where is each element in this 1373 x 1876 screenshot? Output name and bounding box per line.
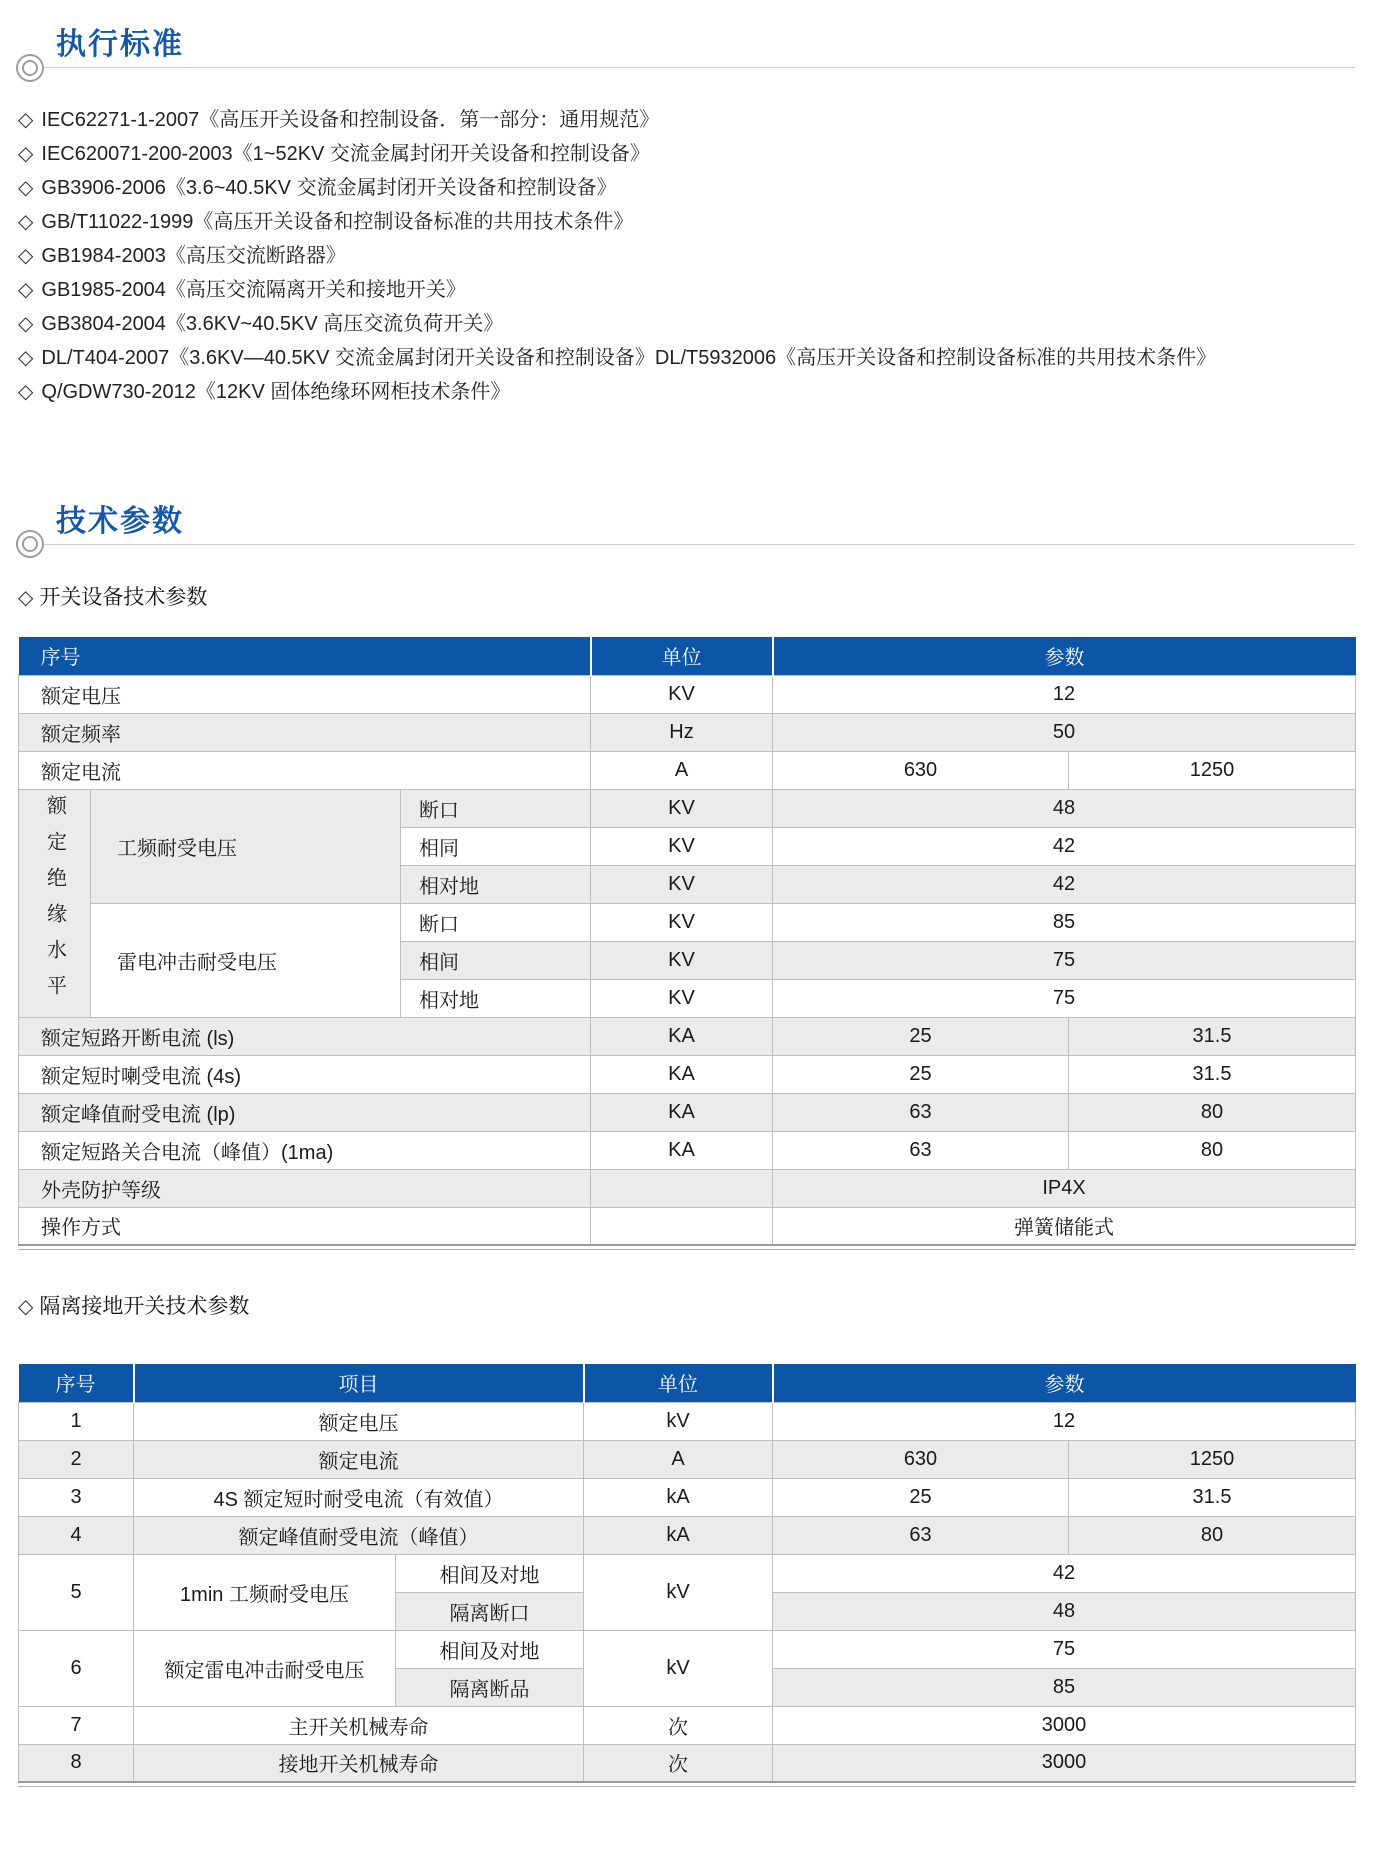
cell-value: 31.5 xyxy=(1069,1478,1356,1516)
cell-label: 外壳防护等级 xyxy=(19,1169,591,1207)
header-cell-seq: 序号 xyxy=(19,1364,134,1402)
cell-value: 25 xyxy=(773,1017,1069,1055)
cell-value: 31.5 xyxy=(1069,1017,1356,1055)
standard-item xyxy=(18,307,1355,341)
cell-item: 主开关机械寿命 xyxy=(134,1706,584,1744)
cell-seq: 5 xyxy=(19,1554,134,1630)
section-divider xyxy=(18,53,1355,83)
cell-value: 80 xyxy=(1069,1516,1356,1554)
table-row xyxy=(19,1440,1356,1478)
cell-value: 25 xyxy=(773,1055,1069,1093)
header-cell-seq: 序号 xyxy=(19,637,591,675)
cell-value: 80 xyxy=(1069,1131,1356,1169)
diamond-bullet-icon: ◇ xyxy=(18,176,34,199)
table-row xyxy=(19,1169,1356,1207)
cell-value: 42 xyxy=(773,1554,1356,1592)
cell-value: 75 xyxy=(773,1630,1356,1668)
cell-item: 额定电压 xyxy=(134,1402,584,1440)
diamond-bullet-icon: ◇ xyxy=(18,108,34,131)
cell-label: 额定电压 xyxy=(19,675,591,713)
table-row xyxy=(19,1017,1356,1055)
cell-value: IP4X xyxy=(773,1169,1356,1207)
ring-inner-icon xyxy=(22,60,38,76)
standards-section-header xyxy=(18,28,1355,83)
standards-title: 执行标准 xyxy=(56,28,184,61)
diamond-bullet-icon: ◇ xyxy=(18,244,34,267)
cell-value: 50 xyxy=(773,713,1356,751)
table-row xyxy=(19,1516,1356,1554)
standard-text: DL/T404-2007《3.6KV—40.5KV 交流金属封闭开关设备和控制设备》DL/T5932006《高压开关设备和控制设备标准的共用技术条件》 xyxy=(41,346,1217,369)
cell-unit: KV xyxy=(591,865,773,903)
cell-value: 3000 xyxy=(773,1744,1356,1782)
cell-value: 63 xyxy=(773,1516,1069,1554)
standard-item xyxy=(18,205,1355,239)
cell-sublabel: 相间 xyxy=(401,941,591,979)
standard-item xyxy=(18,171,1355,205)
cell-value: 75 xyxy=(773,941,1356,979)
cell-unit: Hz xyxy=(591,713,773,751)
cell-subitem: 相间及对地 xyxy=(396,1554,584,1592)
cell-unit: KV xyxy=(591,827,773,865)
standard-item xyxy=(18,341,1355,375)
cell-item: 4S 额定短时耐受电流（有效值） xyxy=(134,1478,584,1516)
cell-seq: 1 xyxy=(19,1402,134,1440)
cell-unit xyxy=(591,1207,773,1245)
switchgear-params-table-wrap xyxy=(18,637,1355,1250)
standard-item xyxy=(18,239,1355,273)
cell-label: 额定短路开断电流 (ls) xyxy=(19,1017,591,1055)
cell-sublabel: 相对地 xyxy=(401,979,591,1017)
cell-value: 弹簧储能式 xyxy=(773,1207,1356,1245)
table-row xyxy=(19,1055,1356,1093)
table-row xyxy=(19,1131,1356,1169)
cell-value: 12 xyxy=(773,675,1356,713)
table-row xyxy=(19,1093,1356,1131)
standard-item xyxy=(18,375,1355,409)
cell-label: 操作方式 xyxy=(19,1207,591,1245)
cell-subitem: 相间及对地 xyxy=(396,1630,584,1668)
cell-unit: KV xyxy=(591,979,773,1017)
diamond-bullet-icon: ◇ xyxy=(18,210,34,233)
standard-text: GB/T11022-1999《高压开关设备和控制设备标准的共用技术条件》 xyxy=(41,210,634,233)
cell-unit xyxy=(591,1169,773,1207)
table-row xyxy=(19,1706,1356,1744)
table-row xyxy=(19,1207,1356,1245)
cell-value: 42 xyxy=(773,865,1356,903)
standard-text: GB3804-2004《3.6KV~40.5KV 高压交流负荷开关》 xyxy=(41,312,504,335)
cell-value: 48 xyxy=(773,1592,1356,1630)
standards-list xyxy=(18,103,1355,409)
cell-subgroup-label: 工频耐受电压 xyxy=(91,789,401,903)
diamond-bullet-icon: ◇ xyxy=(18,587,34,609)
subsection-text: 隔离接地开关技术参数 xyxy=(39,1295,250,1318)
table-header-row xyxy=(19,1364,1356,1402)
table-header-row xyxy=(19,637,1356,675)
cell-label: 额定短路关合电流（峰值）(1ma) xyxy=(19,1131,591,1169)
cell-unit: kV xyxy=(584,1630,773,1706)
cell-value: 3000 xyxy=(773,1706,1356,1744)
cell-seq: 8 xyxy=(19,1744,134,1782)
standard-text: Q/GDW730-2012《12KV 固体绝缘环网柜技术条件》 xyxy=(41,380,511,403)
cell-unit: KV xyxy=(591,675,773,713)
cell-value: 630 xyxy=(773,1440,1069,1478)
table-row xyxy=(19,751,1356,789)
diamond-bullet-icon: ◇ xyxy=(18,380,34,403)
cell-unit: KV xyxy=(591,903,773,941)
standard-item xyxy=(18,137,1355,171)
cell-value: 31.5 xyxy=(1069,1055,1356,1093)
cell-value: 630 xyxy=(773,751,1069,789)
cell-label: 额定峰值耐受电流 (lp) xyxy=(19,1093,591,1131)
cell-item: 1min 工频耐受电压 xyxy=(134,1554,396,1630)
divider-line xyxy=(44,67,1355,68)
header-cell-param: 参数 xyxy=(773,1364,1356,1402)
cell-value: 85 xyxy=(773,1668,1356,1706)
subsection-isolation-switch-params xyxy=(18,1290,1355,1320)
table-row xyxy=(19,1630,1356,1668)
cell-item: 额定峰值耐受电流（峰值） xyxy=(134,1516,584,1554)
divider-line xyxy=(44,544,1355,545)
cell-subitem: 隔离断口 xyxy=(396,1592,584,1630)
standard-text: GB1985-2004《高压交流隔离开关和接地开关》 xyxy=(41,278,466,301)
cell-group-label-vertical xyxy=(19,789,91,1017)
section-divider xyxy=(18,529,1355,559)
cell-item: 额定雷电冲击耐受电压 xyxy=(134,1630,396,1706)
standard-text: IEC62271-1-2007《高压开关设备和控制设备．第一部分：通用规范》 xyxy=(41,108,660,131)
header-cell-unit: 单位 xyxy=(591,637,773,675)
table-row xyxy=(19,1554,1356,1592)
document-page xyxy=(0,28,1373,1787)
diamond-bullet-icon: ◇ xyxy=(18,142,34,165)
cell-unit: kV xyxy=(584,1554,773,1630)
table-row xyxy=(19,789,1356,827)
diamond-bullet-icon: ◇ xyxy=(18,312,34,335)
cell-sublabel: 相对地 xyxy=(401,865,591,903)
cell-unit: 次 xyxy=(584,1744,773,1782)
cell-item: 额定电流 xyxy=(134,1440,584,1478)
table-row xyxy=(19,1744,1356,1782)
cell-seq: 6 xyxy=(19,1630,134,1706)
cell-label: 额定短时喇受电流 (4s) xyxy=(19,1055,591,1093)
table-row xyxy=(19,1478,1356,1516)
header-cell-item: 项目 xyxy=(134,1364,584,1402)
cell-unit: A xyxy=(591,751,773,789)
ring-icon xyxy=(16,530,44,558)
cell-value: 42 xyxy=(773,827,1356,865)
standard-text: GB1984-2003《高压交流断路器》 xyxy=(41,244,346,267)
diamond-bullet-icon: ◇ xyxy=(18,278,34,301)
ring-icon xyxy=(16,54,44,82)
cell-unit: KA xyxy=(591,1131,773,1169)
standard-text: IEC620071-200-2003《1~52KV 交流金属封闭开关设备和控制设备》 xyxy=(41,142,650,165)
table-row xyxy=(19,903,1356,941)
cell-label: 额定频率 xyxy=(19,713,591,751)
cell-unit: KA xyxy=(591,1055,773,1093)
cell-value: 1250 xyxy=(1069,751,1356,789)
diamond-bullet-icon: ◇ xyxy=(18,346,34,369)
isolation-switch-params-table xyxy=(18,1364,1356,1783)
cell-seq: 7 xyxy=(19,1706,134,1744)
cell-value: 12 xyxy=(773,1402,1356,1440)
table-row xyxy=(19,713,1356,751)
header-cell-param: 参数 xyxy=(773,637,1356,675)
standard-item xyxy=(18,103,1355,137)
cell-seq: 4 xyxy=(19,1516,134,1554)
parameters-section-header xyxy=(18,505,1355,560)
subsection-switchgear-params xyxy=(18,581,1355,611)
cell-label: 额定电流 xyxy=(19,751,591,789)
cell-value: 25 xyxy=(773,1478,1069,1516)
cell-value: 75 xyxy=(773,979,1356,1017)
cell-unit: kV xyxy=(584,1402,773,1440)
diamond-bullet-icon: ◇ xyxy=(18,1296,34,1318)
isolation-switch-params-table-wrap xyxy=(18,1364,1355,1787)
cell-seq: 3 xyxy=(19,1478,134,1516)
cell-unit: kA xyxy=(584,1478,773,1516)
table-row xyxy=(19,1402,1356,1440)
header-cell-unit: 单位 xyxy=(584,1364,773,1402)
cell-value: 48 xyxy=(773,789,1356,827)
cell-sublabel: 断口 xyxy=(401,903,591,941)
ring-inner-icon xyxy=(22,536,38,552)
cell-item: 接地开关机械寿命 xyxy=(134,1744,584,1782)
cell-unit: 次 xyxy=(584,1706,773,1744)
cell-sublabel: 断口 xyxy=(401,789,591,827)
cell-seq: 2 xyxy=(19,1440,134,1478)
parameters-title: 技术参数 xyxy=(56,504,184,538)
cell-unit: KV xyxy=(591,941,773,979)
cell-unit: kA xyxy=(584,1516,773,1554)
cell-unit: KV xyxy=(591,789,773,827)
cell-value: 63 xyxy=(773,1131,1069,1169)
cell-subgroup-label: 雷电冲击耐受电压 xyxy=(91,903,401,1017)
cell-sublabel: 相同 xyxy=(401,827,591,865)
standard-item xyxy=(18,273,1355,307)
cell-unit: KA xyxy=(591,1093,773,1131)
cell-unit: A xyxy=(584,1440,773,1478)
cell-value: 1250 xyxy=(1069,1440,1356,1478)
subsection-text: 开关设备技术参数 xyxy=(39,586,208,609)
cell-value: 80 xyxy=(1069,1093,1356,1131)
cell-value: 85 xyxy=(773,903,1356,941)
switchgear-params-table xyxy=(18,637,1356,1246)
table-row xyxy=(19,675,1356,713)
vertical-text: 额定绝缘水平 xyxy=(43,795,66,1011)
standard-text: GB3906-2006《3.6~40.5KV 交流金属封闭开关设备和控制设备》 xyxy=(41,176,617,199)
cell-unit: KA xyxy=(591,1017,773,1055)
cell-value: 63 xyxy=(773,1093,1069,1131)
cell-subitem: 隔离断品 xyxy=(396,1668,584,1706)
